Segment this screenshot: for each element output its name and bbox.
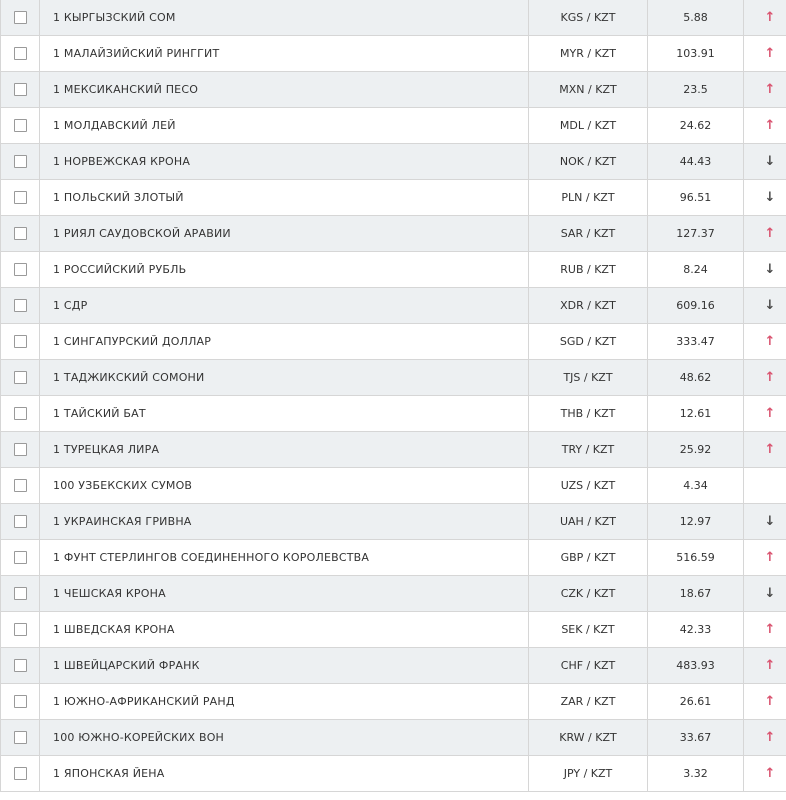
row-select-cell bbox=[1, 396, 40, 432]
trend-cell bbox=[744, 108, 786, 144]
row-checkbox[interactable] bbox=[14, 371, 27, 384]
trend-cell bbox=[744, 432, 786, 468]
trend-cell bbox=[744, 324, 786, 360]
row-checkbox[interactable] bbox=[14, 551, 27, 564]
row-checkbox[interactable] bbox=[14, 479, 27, 492]
trend-cell bbox=[744, 216, 786, 252]
row-select-cell bbox=[1, 0, 40, 36]
arrow-up-icon: ↑ bbox=[764, 334, 776, 349]
currency-name: 1 УКРАИНСКАЯ ГРИВНА bbox=[40, 504, 529, 540]
exchange-rate: 12.97 bbox=[648, 504, 744, 540]
currency-pair: XDR / KZT bbox=[529, 288, 648, 324]
arrow-down-icon: ↓ bbox=[764, 514, 776, 529]
row-checkbox[interactable] bbox=[14, 659, 27, 672]
currency-pair: KGS / KZT bbox=[529, 0, 648, 36]
arrow-up-icon: ↑ bbox=[764, 658, 776, 673]
arrow-up-icon: ↑ bbox=[764, 766, 776, 781]
trend-cell bbox=[744, 72, 786, 108]
currency-name: 1 ЧЕШСКАЯ КРОНА bbox=[40, 576, 529, 612]
row-checkbox[interactable] bbox=[14, 191, 27, 204]
trend-cell bbox=[744, 144, 786, 180]
row-checkbox[interactable] bbox=[14, 695, 27, 708]
trend-cell bbox=[744, 180, 786, 216]
currency-pair: SAR / KZT bbox=[529, 216, 648, 252]
row-checkbox[interactable] bbox=[14, 587, 27, 600]
exchange-rate: 96.51 bbox=[648, 180, 744, 216]
row-select-cell bbox=[1, 432, 40, 468]
exchange-rate: 26.61 bbox=[648, 684, 744, 720]
arrow-up-icon: ↑ bbox=[764, 370, 776, 385]
currency-name: 1 КЫРГЫЗСКИЙ СОМ bbox=[40, 0, 529, 36]
table-row bbox=[1, 288, 786, 324]
currency-pair: TRY / KZT bbox=[529, 432, 648, 468]
row-checkbox[interactable] bbox=[14, 515, 27, 528]
currency-name: 1 СДР bbox=[40, 288, 529, 324]
trend-cell bbox=[744, 360, 786, 396]
arrow-down-icon: ↓ bbox=[764, 586, 776, 601]
currency-pair: THB / KZT bbox=[529, 396, 648, 432]
exchange-rate: 44.43 bbox=[648, 144, 744, 180]
row-checkbox[interactable] bbox=[14, 155, 27, 168]
row-select-cell bbox=[1, 648, 40, 684]
row-checkbox[interactable] bbox=[14, 83, 27, 96]
currency-pair: SEK / KZT bbox=[529, 612, 648, 648]
table-row bbox=[1, 396, 786, 432]
row-checkbox[interactable] bbox=[14, 227, 27, 240]
currency-pair: RUB / KZT bbox=[529, 252, 648, 288]
row-select-cell bbox=[1, 72, 40, 108]
table-row bbox=[1, 360, 786, 396]
table-row bbox=[1, 684, 786, 720]
row-checkbox[interactable] bbox=[14, 407, 27, 420]
exchange-rate: 483.93 bbox=[648, 648, 744, 684]
table-row bbox=[1, 0, 786, 36]
arrow-down-icon: ↓ bbox=[764, 190, 776, 205]
exchange-rate: 516.59 bbox=[648, 540, 744, 576]
table-row bbox=[1, 72, 786, 108]
currency-name: 1 ШВЕЙЦАРСКИЙ ФРАНК bbox=[40, 648, 529, 684]
currency-pair: GBP / KZT bbox=[529, 540, 648, 576]
currency-name: 1 ТУРЕЦКАЯ ЛИРА bbox=[40, 432, 529, 468]
currency-name: 100 ЮЖНО-КОРЕЙСКИХ ВОН bbox=[40, 720, 529, 756]
row-select-cell bbox=[1, 144, 40, 180]
currency-pair: PLN / KZT bbox=[529, 180, 648, 216]
arrow-up-icon: ↑ bbox=[764, 226, 776, 241]
table-row bbox=[1, 720, 786, 756]
currency-name: 1 ТАЙСКИЙ БАТ bbox=[40, 396, 529, 432]
exchange-rate: 3.32 bbox=[648, 756, 744, 792]
currency-pair: NOK / KZT bbox=[529, 144, 648, 180]
table-row bbox=[1, 648, 786, 684]
row-select-cell bbox=[1, 216, 40, 252]
arrow-up-icon: ↑ bbox=[764, 442, 776, 457]
table-row bbox=[1, 576, 786, 612]
currency-name: 100 УЗБЕКСКИХ СУМОВ bbox=[40, 468, 529, 504]
currency-name: 1 МОЛДАВСКИЙ ЛЕЙ bbox=[40, 108, 529, 144]
row-checkbox[interactable] bbox=[14, 731, 27, 744]
currency-pair: CZK / KZT bbox=[529, 576, 648, 612]
row-checkbox[interactable] bbox=[14, 47, 27, 60]
row-checkbox[interactable] bbox=[14, 299, 27, 312]
trend-cell bbox=[744, 756, 786, 792]
currency-name: 1 ТАДЖИКСКИЙ СОМОНИ bbox=[40, 360, 529, 396]
row-select-cell bbox=[1, 36, 40, 72]
exchange-rate: 127.37 bbox=[648, 216, 744, 252]
trend-cell bbox=[744, 468, 786, 504]
currency-name: 1 ЯПОНСКАЯ ЙЕНА bbox=[40, 756, 529, 792]
table-row bbox=[1, 756, 786, 792]
table-row bbox=[1, 144, 786, 180]
trend-cell bbox=[744, 252, 786, 288]
currency-pair: TJS / KZT bbox=[529, 360, 648, 396]
row-checkbox[interactable] bbox=[14, 623, 27, 636]
row-select-cell bbox=[1, 252, 40, 288]
row-checkbox[interactable] bbox=[14, 11, 27, 24]
row-select-cell bbox=[1, 324, 40, 360]
row-select-cell bbox=[1, 576, 40, 612]
table-row bbox=[1, 612, 786, 648]
table-row bbox=[1, 432, 786, 468]
exchange-rate: 42.33 bbox=[648, 612, 744, 648]
exchange-rate: 103.91 bbox=[648, 36, 744, 72]
exchange-rate: 18.67 bbox=[648, 576, 744, 612]
trend-cell bbox=[744, 0, 786, 36]
table-row bbox=[1, 108, 786, 144]
currency-pair: CHF / KZT bbox=[529, 648, 648, 684]
exchange-rate: 33.67 bbox=[648, 720, 744, 756]
row-checkbox[interactable] bbox=[14, 443, 27, 456]
table-row bbox=[1, 180, 786, 216]
row-checkbox[interactable] bbox=[14, 767, 27, 780]
exchange-rate: 4.34 bbox=[648, 468, 744, 504]
currency-pair: UZS / KZT bbox=[529, 468, 648, 504]
currency-name: 1 НОРВЕЖСКАЯ КРОНА bbox=[40, 144, 529, 180]
currency-pair: UAH / KZT bbox=[529, 504, 648, 540]
exchange-rate: 48.62 bbox=[648, 360, 744, 396]
trend-cell bbox=[744, 720, 786, 756]
currency-name: 1 МАЛАЙЗИЙСКИЙ РИНГГИТ bbox=[40, 36, 529, 72]
row-select-cell bbox=[1, 360, 40, 396]
currency-pair: MXN / KZT bbox=[529, 72, 648, 108]
row-select-cell bbox=[1, 720, 40, 756]
arrow-up-icon: ↑ bbox=[764, 118, 776, 133]
row-select-cell bbox=[1, 756, 40, 792]
arrow-down-icon: ↓ bbox=[764, 298, 776, 313]
arrow-up-icon: ↑ bbox=[764, 46, 776, 61]
trend-cell bbox=[744, 36, 786, 72]
arrow-up-icon: ↑ bbox=[764, 10, 776, 25]
table-row bbox=[1, 216, 786, 252]
currency-pair: ZAR / KZT bbox=[529, 684, 648, 720]
trend-cell bbox=[744, 504, 786, 540]
arrow-down-icon: ↓ bbox=[764, 262, 776, 277]
row-select-cell bbox=[1, 684, 40, 720]
exchange-rate: 5.88 bbox=[648, 0, 744, 36]
arrow-up-icon: ↑ bbox=[764, 82, 776, 97]
currency-pair: MYR / KZT bbox=[529, 36, 648, 72]
arrow-up-icon: ↑ bbox=[764, 622, 776, 637]
currency-pair: SGD / KZT bbox=[529, 324, 648, 360]
trend-cell bbox=[744, 396, 786, 432]
trend-cell bbox=[744, 648, 786, 684]
currency-name: 1 ЮЖНО-АФРИКАНСКИЙ РАНД bbox=[40, 684, 529, 720]
arrow-down-icon: ↓ bbox=[764, 154, 776, 169]
row-select-cell bbox=[1, 612, 40, 648]
currency-name: 1 ПОЛЬСКИЙ ЗЛОТЫЙ bbox=[40, 180, 529, 216]
arrow-up-icon: ↑ bbox=[764, 694, 776, 709]
row-checkbox[interactable] bbox=[14, 335, 27, 348]
currency-name: 1 СИНГАПУРСКИЙ ДОЛЛАР bbox=[40, 324, 529, 360]
exchange-rate: 333.47 bbox=[648, 324, 744, 360]
currency-pair: JPY / KZT bbox=[529, 756, 648, 792]
arrow-up-icon: ↑ bbox=[764, 730, 776, 745]
table-row bbox=[1, 36, 786, 72]
trend-cell bbox=[744, 576, 786, 612]
row-select-cell bbox=[1, 468, 40, 504]
row-select-cell bbox=[1, 288, 40, 324]
exchange-rate: 8.24 bbox=[648, 252, 744, 288]
currency-name: 1 ФУНТ СТЕРЛИНГОВ СОЕДИНЕННОГО КОРОЛЕВСТВА bbox=[40, 540, 529, 576]
row-select-cell bbox=[1, 540, 40, 576]
trend-cell bbox=[744, 288, 786, 324]
currency-pair: MDL / KZT bbox=[529, 108, 648, 144]
currency-name: 1 РИЯЛ САУДОВСКОЙ АРАВИИ bbox=[40, 216, 529, 252]
currency-pair: KRW / KZT bbox=[529, 720, 648, 756]
row-select-cell bbox=[1, 180, 40, 216]
trend-cell bbox=[744, 612, 786, 648]
table-row bbox=[1, 468, 786, 504]
exchange-rate: 609.16 bbox=[648, 288, 744, 324]
trend-cell bbox=[744, 684, 786, 720]
table-row bbox=[1, 324, 786, 360]
exchange-rate: 24.62 bbox=[648, 108, 744, 144]
row-select-cell bbox=[1, 108, 40, 144]
exchange-rate: 23.5 bbox=[648, 72, 744, 108]
trend-cell bbox=[744, 540, 786, 576]
arrow-up-icon: ↑ bbox=[764, 550, 776, 565]
table-row bbox=[1, 504, 786, 540]
exchange-rate: 12.61 bbox=[648, 396, 744, 432]
row-checkbox[interactable] bbox=[14, 263, 27, 276]
exchange-rates-body bbox=[1, 0, 786, 792]
table-row bbox=[1, 252, 786, 288]
row-select-cell bbox=[1, 504, 40, 540]
arrow-up-icon: ↑ bbox=[764, 406, 776, 421]
exchange-rate: 25.92 bbox=[648, 432, 744, 468]
currency-name: 1 ШВЕДСКАЯ КРОНА bbox=[40, 612, 529, 648]
row-checkbox[interactable] bbox=[14, 119, 27, 132]
currency-name: 1 РОССИЙСКИЙ РУБЛЬ bbox=[40, 252, 529, 288]
table-row bbox=[1, 540, 786, 576]
currency-name: 1 МЕКСИКАНСКИЙ ПЕСО bbox=[40, 72, 529, 108]
